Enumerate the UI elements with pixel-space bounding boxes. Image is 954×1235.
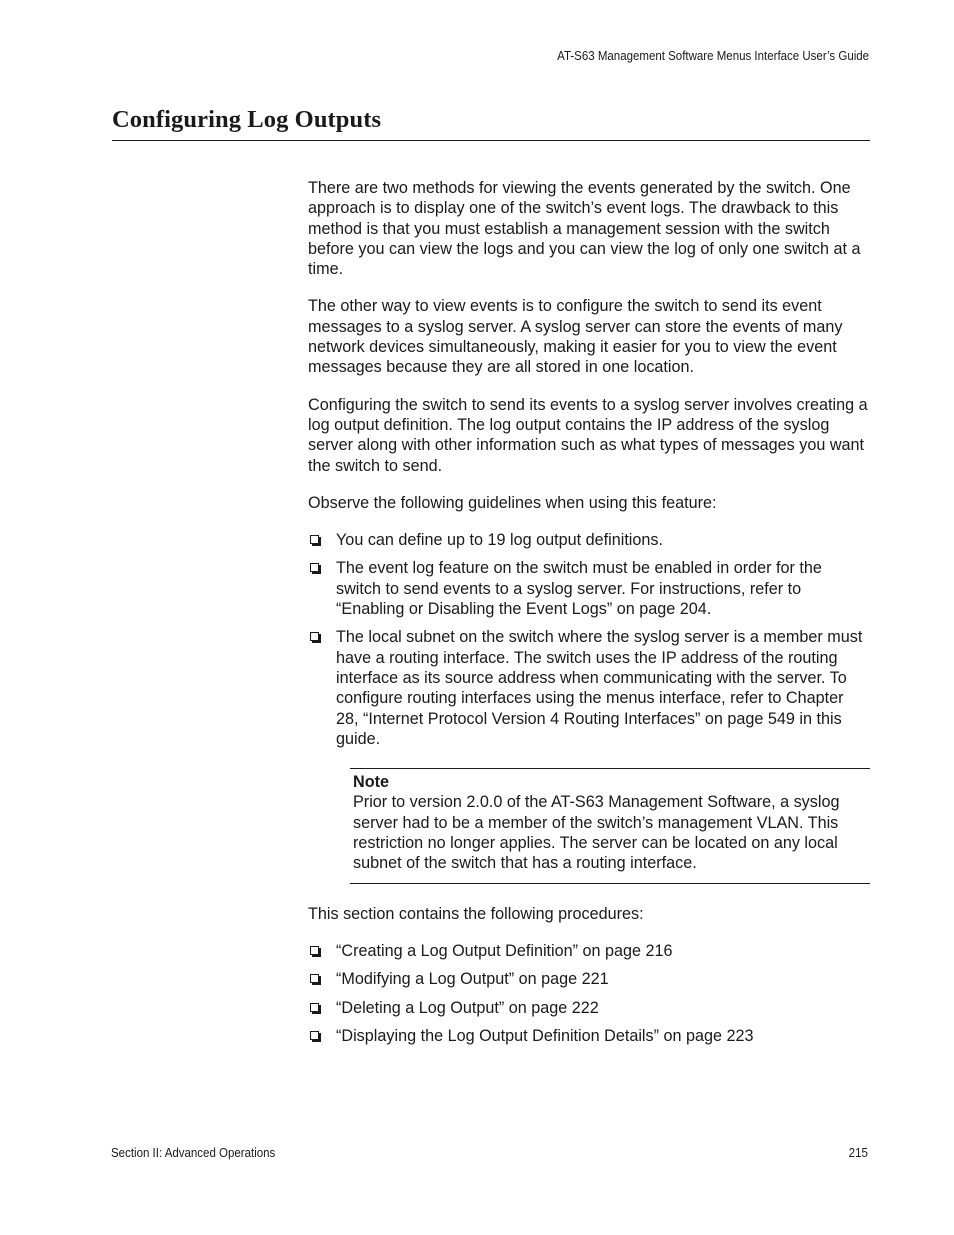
procedure-link-text[interactable]: “Creating a Log Output Definition” on page 216 [336,941,673,960]
box-bullet-icon [310,946,319,955]
list-item [308,627,870,749]
procedure-link-item[interactable] [308,941,870,961]
body-content [308,178,870,1055]
note-title: Note [353,773,389,792]
list-item [308,530,870,550]
list-item-text: The local subnet on the switch where the syslog server is a member must have a routing interface. The switch uses the IP address of the routing interface as its source address when communicating with the server. To configure routing interfaces using the menus interface, refer to Chapter 28, “Internet Protocol Version 4 Routing Interfaces” on page 549 in this guide. [336,628,863,748]
body-paragraph: Configuring the switch to send its events to a syslog server involves creating a log output definition. The log output contains the IP address of the syslog server along with other information such as what types of messages you want the switch to send. [308,395,868,475]
procedure-link-text[interactable]: “Deleting a Log Output” on page 222 [336,998,599,1017]
guidelines-list [308,530,870,749]
footer-page-number: 215 [848,1146,868,1160]
note-box [350,768,870,883]
procedure-link-item[interactable] [308,998,870,1018]
box-bullet-icon [310,632,319,641]
guidelines-intro: Observe the following guidelines when using this feature: [308,493,717,512]
box-bullet-icon [310,563,319,572]
list-item [308,558,870,619]
procedure-link-item[interactable] [308,969,870,989]
body-paragraph: The other way to view events is to configure the switch to send its event messages to a syslog server. A syslog server can store the events of many network devices simultaneously, making it easier for you to view the event messages because they are all stored in one location. [308,297,843,377]
box-bullet-icon [310,974,319,983]
running-header: AT-S63 Management Software Menus Interface User’s Guide [557,49,869,63]
section-title: Configuring Log Outputs [112,106,382,133]
procedure-link-text[interactable]: “Modifying a Log Output” on page 221 [336,970,609,989]
note-text: Prior to version 2.0.0 of the AT-S63 Management Software, a syslog server had to be a member of the switch’s management VLAN. This restriction no longer applies. The server can be located on any local subnet of the switch that has a routing interface. [353,793,840,873]
procedures-intro: This section contains the following procedures: [308,904,644,923]
box-bullet-icon [310,1031,319,1040]
footer-section-label: Section II: Advanced Operations [111,1146,276,1160]
box-bullet-icon [310,535,319,544]
title-rule [112,140,870,141]
box-bullet-icon [310,1003,319,1012]
list-item-text: The event log feature on the switch must be enabled in order for the switch to send events to a syslog server. For instructions, refer to “Enabling or Disabling the Event Logs” on page 204. [336,559,822,619]
procedure-link-item[interactable] [308,1026,870,1046]
procedure-link-text[interactable]: “Displaying the Log Output Definition Details” on page 223 [336,1027,754,1046]
body-paragraph: There are two methods for viewing the events generated by the switch. One approach is to display one of the switch’s event logs. The drawback to this method is that you must establish a management session with the switch before you can view the logs and you can view the log of only one switch at a time. [308,179,861,279]
procedures-list [308,941,870,1047]
list-item-text: You can define up to 19 log output definitions. [336,531,664,550]
